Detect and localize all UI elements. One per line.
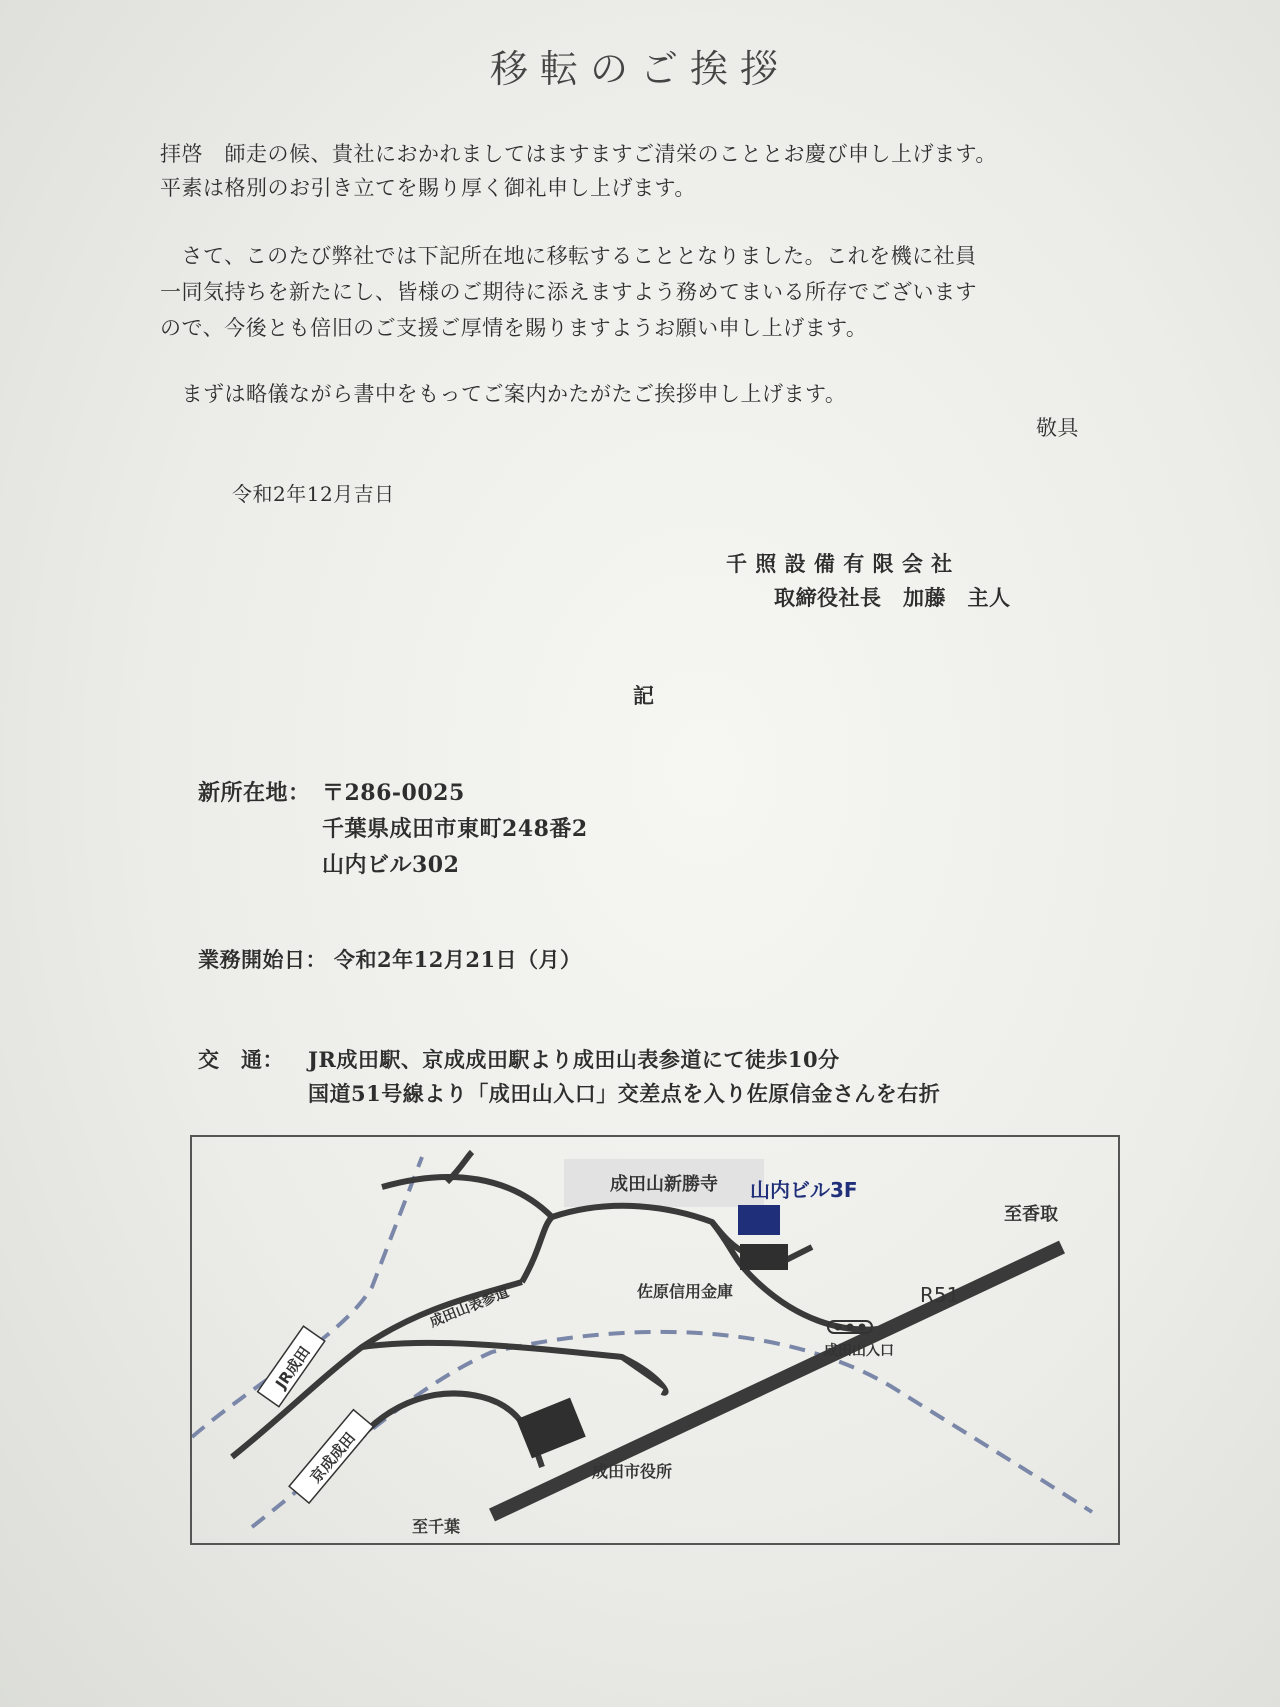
start-date: 令和2年12月21日（月） xyxy=(334,947,582,972)
closing-line: まずは略儀ながら書中をもってご案内かたがたご挨拶申し上げます。 xyxy=(160,382,847,406)
body-line-3: ので、今後とも倍旧のご支援ご厚情を賜りますようお願い申し上げます。 xyxy=(160,316,868,340)
address-building: 山内ビル302 xyxy=(322,852,460,878)
jr-station-label: JR成田 xyxy=(271,1343,314,1393)
letter-title: 移転のご挨拶 xyxy=(489,47,790,91)
omotesando-road xyxy=(522,1206,892,1330)
city-hall-label: 成田市役所 xyxy=(592,1462,673,1481)
jr-station-sign xyxy=(258,1326,325,1406)
address-label: 新所在地： xyxy=(198,780,311,806)
building-label: 山内ビル3F xyxy=(750,1178,858,1202)
letter-date: 令和2年12月吉日 xyxy=(232,482,395,506)
address-line: 千葉県成田市東町248番2 xyxy=(322,816,588,842)
access-line-2: 国道51号線より「成田山入口」交差点を入り佐原信金さんを右折 xyxy=(308,1081,941,1106)
bank-label: 佐原信用金庫 xyxy=(637,1282,734,1301)
access-label: 交 通： xyxy=(198,1047,284,1072)
access-map xyxy=(190,1135,1120,1545)
access-map-svg xyxy=(192,1137,1118,1543)
greeting-line-1: 拝啓 師走の候、貴社におかれましてはますますご清栄のこととお慶び申し上げます。 xyxy=(160,142,997,166)
middle-road xyxy=(362,1343,666,1393)
keisei-station-sign xyxy=(289,1410,373,1503)
yamauchi-building xyxy=(738,1205,780,1235)
lower-road xyxy=(352,1394,542,1467)
route-51-road xyxy=(492,1247,1062,1515)
keigu: 敬具 xyxy=(1036,416,1079,440)
greeting-line-2: 平素は格別のお引き立てを賜り厚く御礼申し上げます。 xyxy=(160,176,696,200)
temple-label: 成田山新勝寺 xyxy=(610,1174,718,1195)
route-label: R51 xyxy=(920,1283,960,1307)
keisei-station-label: 京成成田 xyxy=(306,1428,359,1487)
bank-building xyxy=(740,1244,788,1270)
omotesando-label: 成田山表参道 xyxy=(427,1284,512,1331)
city-hall-building xyxy=(516,1398,586,1459)
start-label: 業務開始日： xyxy=(198,947,327,972)
ki-heading: 記 xyxy=(633,683,655,708)
intersection-label: 成田山入口 xyxy=(824,1343,894,1359)
representative: 取締役社長 加藤 主人 xyxy=(774,585,1011,610)
north-road xyxy=(382,1177,552,1217)
address-postal: 〒286-0025 xyxy=(322,780,465,806)
company-name: 千 照 設 備 有 限 会 社 xyxy=(726,551,953,576)
to-katori-label: 至香取 xyxy=(1004,1204,1058,1225)
access-line-1: JR成田駅、京成成田駅より成田山表参道にて徒歩10分 xyxy=(308,1047,840,1072)
body-line-1: さて、このたび弊社では下記所在地に移転することとなりました。これを機に社員 xyxy=(160,244,977,268)
body-line-2: 一同気持ちを新たにし、皆様のご期待に添えますよう務めてまいる所存でございます xyxy=(160,280,977,304)
to-chiba-label: 至千葉 xyxy=(412,1517,461,1536)
